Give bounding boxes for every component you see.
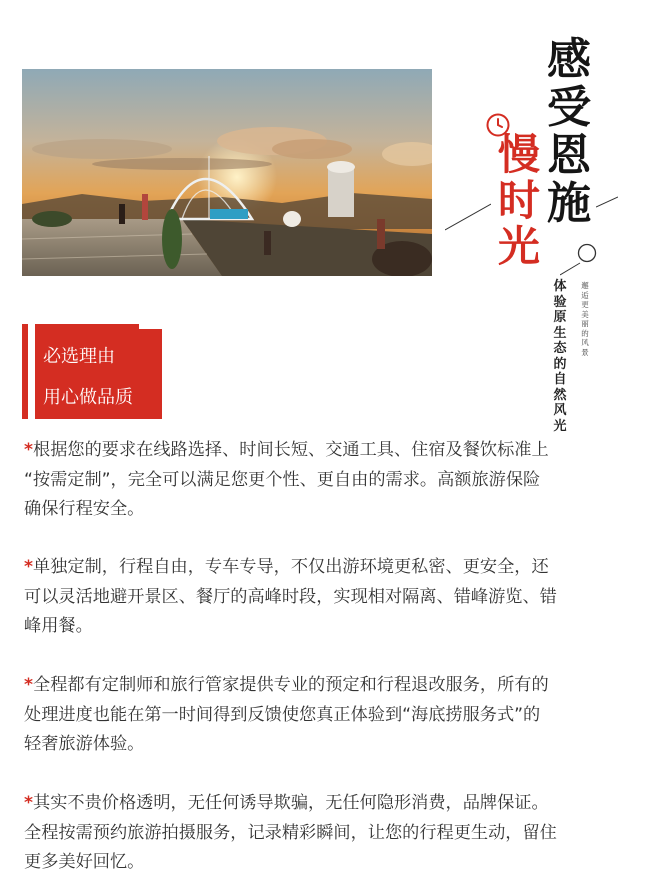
subtitle-small-char: 景 [581,347,589,357]
paragraph-line: 峰用餐。 [24,616,93,636]
decorative-line [596,196,618,208]
paragraph-line [24,436,634,466]
subtitle-char: 体 [553,279,567,294]
paragraph-line [24,789,634,819]
paragraph-line: 确保行程安全。 [24,499,145,519]
subtitle-char: 的 [553,356,567,372]
title-char: 受 [547,82,591,133]
paragraph-line: 可以灵活地避开景区、餐厅的高峰时段，实现相对隔离、错峰游览、错 [24,586,557,607]
bullet-star: * [24,440,33,460]
subtitle-small-char: 丽 [581,319,589,328]
paragraph-4 [24,789,634,878]
badge-stripe [28,324,35,419]
bullet-star: * [24,675,33,695]
subtitle-small-char: 邂 [581,281,589,290]
title-char: 时 [497,176,540,225]
subtitle-char: 生 [553,325,567,341]
title-char: 光 [497,222,540,271]
paragraph-line: “按需定制”，完全可以满足您更个性、更自由的需求。高额旅游保险 [24,469,541,490]
paragraph-3 [24,671,634,760]
subtitle-small-char: 的 [581,328,589,338]
subtitle-char: 态 [553,341,567,356]
bullet-star: * [24,793,33,813]
badge-line-2: 用心做品质 [43,387,133,408]
title-char: 施 [547,178,591,229]
hero-photo [22,69,432,276]
paragraph-2 [24,553,634,642]
paragraph-line [24,553,634,583]
subtitle-char: 然 [553,387,567,403]
paragraph-line [24,671,634,701]
badge-notch [139,324,162,329]
subtitle-char: 原 [553,310,567,325]
title-char: 恩 [547,130,591,181]
subtitle-small-char: 风 [581,338,589,347]
subtitle-char: 光 [553,418,567,434]
paragraph-text: 全程都有定制师和旅行管家提供专业的预定和行程退改服务，所有的 [33,675,549,695]
paragraph-line: 全程按需预约旅游拍摄服务，记录精彩瞬间，让您的行程更生动，留住 [24,822,557,843]
paragraph-text: 其实不贵价格透明，无任何诱导欺骗，无任何隐形消费，品牌保证。 [33,793,549,813]
subtitle-vertical [552,279,568,434]
paragraph-line: 处理进度也能在第一时间得到反馈使您真正体验到“海底捞服务式”的 [24,704,541,725]
subtitle-small-vertical [579,281,591,357]
bullet-star: * [24,557,33,577]
title-black-vertical [541,36,597,228]
reason-badge [22,324,162,419]
title-red-vertical [494,132,544,270]
title-char: 感 [547,34,591,85]
badge-line-1: 必选理由 [43,346,115,367]
decorative-line [445,203,491,231]
paragraph-line: 更多美好回忆。 [24,852,145,872]
subtitle-small-char: 更 [581,300,589,309]
subtitle-small-char: 美 [581,309,589,319]
paragraph-text: 根据您的要求在线路选择、时间长短、交通工具、住宿及餐饮标准上 [33,440,549,460]
title-char: 慢 [497,130,540,179]
paragraph-text: 单独定制，行程自由，专车专导，不仅出游环境更私密、更安全，还 [33,557,549,577]
subtitle-char: 自 [553,372,567,387]
subtitle-char: 风 [553,403,567,418]
decorative-line [560,260,582,276]
paragraph-1 [24,436,634,525]
paragraph-line: 轻奢旅游体验。 [24,734,145,754]
subtitle-char: 验 [553,294,567,310]
subtitle-small-char: 逅 [581,290,589,300]
